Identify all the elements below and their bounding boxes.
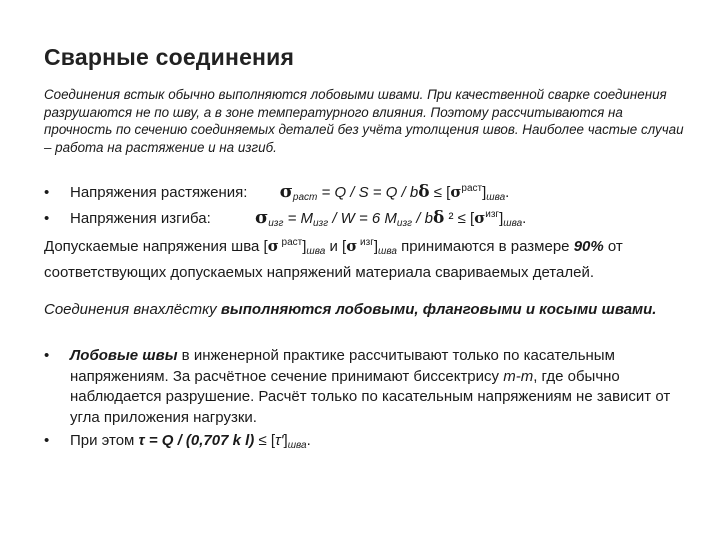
bracket-close: ] — [283, 432, 288, 449]
weld-subscript: шва — [378, 246, 397, 257]
bullet-marker: • — [44, 210, 50, 227]
tension-equation: = Q / S = Q / b — [317, 184, 419, 201]
tau-formula-text — [70, 431, 684, 457]
weld-subscript: шва — [503, 218, 523, 229]
bracket-close: ] — [373, 238, 379, 255]
bending-eq-part1: = M — [283, 210, 313, 227]
sigma-superscript: раст — [278, 237, 303, 248]
bracket-close: ] — [499, 210, 504, 227]
le-sign: ≤ [ — [254, 432, 276, 449]
lap-joints-paragraph — [44, 300, 684, 321]
sigma-symbol: σ — [346, 237, 358, 255]
bending-formula-line — [44, 207, 526, 229]
tau-prime-symbol: τ' — [275, 432, 284, 449]
tau-expression: τ = Q / (0,707 k l) — [138, 432, 255, 449]
allowable-text-1: Допускаемые напряжения шва [ — [44, 238, 268, 255]
bullet-marker: • — [44, 184, 50, 201]
slide-title: Сварные соединения — [44, 44, 295, 70]
frontal-text-1: в инженерной практике рассчитывают только по касательным напряжениям. За расчётное сечение принимают биссектрису — [70, 347, 615, 385]
bracket-close: ] — [302, 238, 307, 255]
weld-subscript: шва — [287, 440, 307, 451]
sigma-superscript: изг — [357, 237, 374, 248]
tension-formula-line — [44, 181, 509, 203]
bending-eq-part2: / W = 6 M — [328, 210, 397, 227]
le-sign: ≤ [ — [429, 184, 451, 201]
sigma-symbol: σ — [279, 181, 293, 202]
period: . — [505, 184, 510, 201]
sigma-superscript: раст — [461, 183, 483, 194]
bullet-marker: • — [44, 347, 50, 364]
sigma-superscript: изг — [485, 209, 500, 220]
bending-eq-part3: / b — [412, 210, 433, 227]
bracket-close: ] — [482, 184, 487, 201]
weld-subscript: шва — [306, 246, 326, 257]
sigma-symbol: σ — [267, 237, 279, 255]
period: . — [306, 432, 311, 449]
frontal-text-2: , где обычно наблюдается разрушение. Расчёт только по касательным напряжениям не зависит от угла приложения нагрузки. — [70, 367, 671, 426]
allowable-paragraph — [44, 233, 684, 283]
sigma-symbol: σ — [450, 183, 462, 201]
moment-subscript: изг — [313, 218, 329, 229]
allowable-text-3: от соответствующих допускаемых напряжений материала свариваемых деталей. — [44, 238, 623, 281]
and-text: и [ — [325, 238, 347, 255]
tau-formula-item — [44, 431, 684, 457]
intro-paragraph: Соединения встык обычно выполняются лобовыми швами. При качественной сварке соединения разрушаются не по шву, а в зоне температурного влияния. Поэтому рассчитываются на прочность по сечению соединяемых деталей без учёта утолщения швов. Наиболее частые случаи – работа на растяжение и на изгиб. — [44, 87, 684, 155]
lap-bold-text: выполняются лобовыми, фланговыми и косыми швами. — [216, 301, 657, 318]
delta-symbol: δ — [418, 182, 430, 202]
section-label: m-m — [503, 367, 534, 385]
moment-subscript: изг — [396, 218, 413, 229]
sigma-subscript: изг — [268, 218, 284, 229]
sigma-symbol: σ — [254, 207, 269, 228]
bullet-marker: • — [44, 432, 50, 449]
weld-subscript: шва — [486, 192, 506, 203]
le-sign: ≤ [ — [453, 210, 475, 227]
allowable-text-2: принимаются в размере — [396, 238, 574, 255]
frontal-welds-item — [44, 346, 684, 428]
tau-text-1: При этом — [70, 432, 139, 449]
sigma-subscript: раст — [292, 192, 318, 203]
frontal-welds-text — [70, 346, 684, 428]
percent-value: 90% — [573, 238, 604, 255]
sigma-symbol: σ — [474, 209, 486, 227]
bending-label: Напряжения изгиба: — [70, 210, 211, 227]
frontal-bold-text: Лобовые швы — [70, 347, 178, 364]
delta-symbol: δ — [432, 208, 445, 228]
tension-label: Напряжения растяжения: — [70, 184, 248, 201]
period: . — [522, 210, 527, 227]
lap-italic-text: Соединения внахлёстку — [44, 301, 217, 318]
squared: ² — [444, 210, 454, 227]
